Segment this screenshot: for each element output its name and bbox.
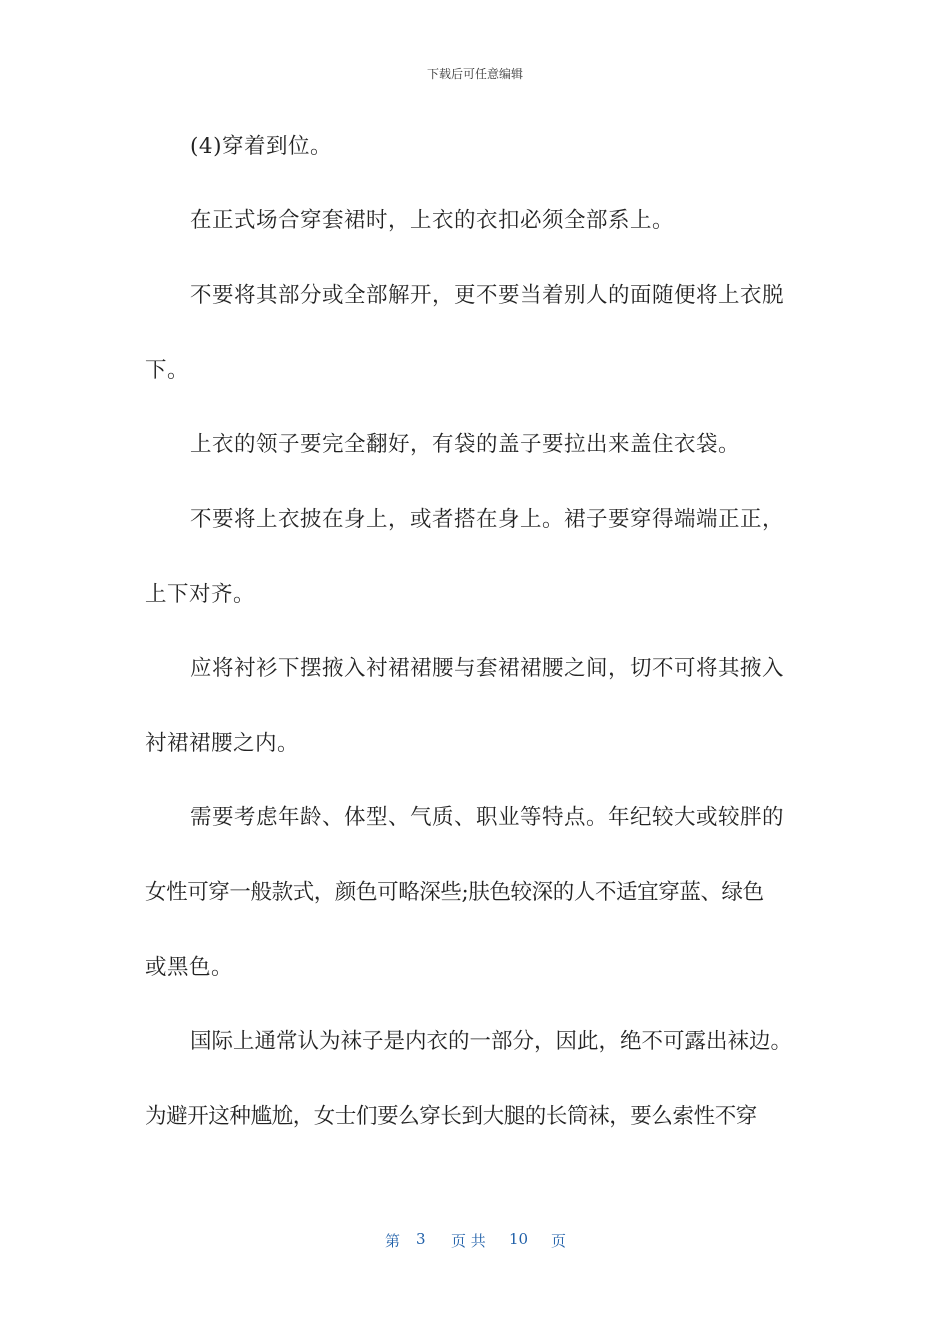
- paragraph-line: 不要将上衣披在身上，或者搭在身上。裙子要穿得端端正正，: [190, 507, 785, 532]
- page-label-mid: 页 共: [451, 1232, 486, 1250]
- paragraph-line: 上下对齐。: [145, 582, 256, 607]
- paragraph-line: 女性可穿一般款式，颜色可略深些;肤色较深的人不适宜穿蓝、绿色: [145, 880, 764, 905]
- current-page-number: 3: [416, 1230, 426, 1248]
- paragraph-line: 为避开这种尴尬，女士们要么穿长到大腿的长筒袜，要么索性不穿: [145, 1104, 757, 1129]
- paragraph-line: 应将衬衫下摆掖入衬裙裙腰与套裙裙腰之间，切不可将其掖入: [190, 656, 785, 681]
- paragraph-line: 或黑色。: [145, 955, 234, 980]
- paragraph-line: 国际上通常认为袜子是内衣的一部分，因此，绝不可露出袜边。: [190, 1029, 793, 1054]
- page-label-suffix: 页: [551, 1232, 567, 1250]
- paragraph-line: (4)穿着到位。: [190, 134, 332, 159]
- paragraph-line: 下。: [145, 358, 190, 383]
- page-footer: [0, 1230, 950, 1250]
- total-pages-number: 10: [509, 1230, 529, 1248]
- paragraph-line: 上衣的领子要完全翻好，有袋的盖子要拉出来盖住衣袋。: [190, 432, 741, 457]
- paragraph-line: 不要将其部分或全部解开，更不要当着别人的面随便将上衣脱: [190, 283, 785, 308]
- paragraph-line: 需要考虑年龄、体型、气质、职业等特点。年纪较大或较胖的: [190, 805, 785, 830]
- page-header: 下载后可任意编辑: [426, 67, 523, 81]
- page-label-prefix: 第: [385, 1232, 401, 1250]
- paragraph-line: 在正式场合穿套裙时，上衣的衣扣必须全部系上。: [190, 208, 675, 233]
- paragraph-line: 衬裙裙腰之内。: [145, 731, 300, 756]
